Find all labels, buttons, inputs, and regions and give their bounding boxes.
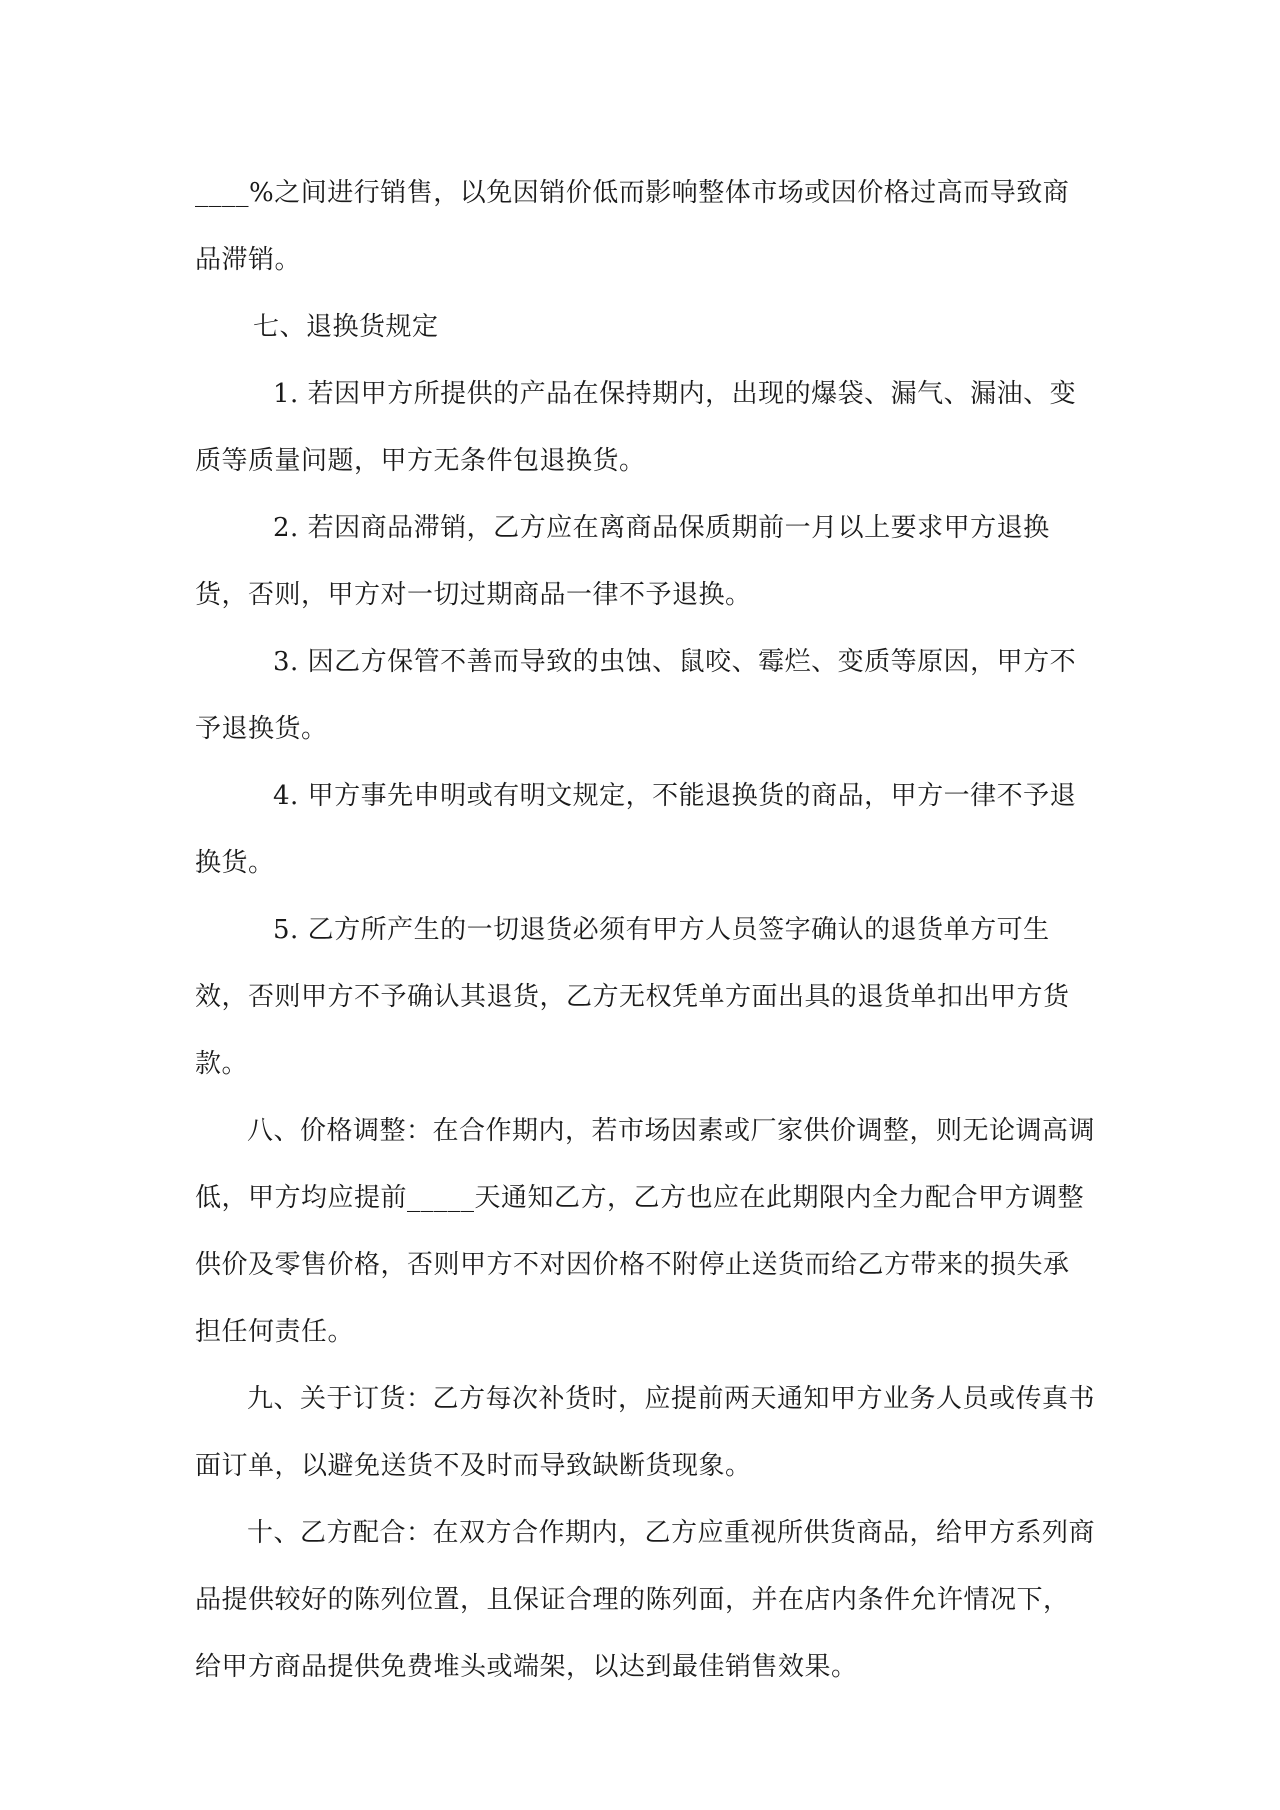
paragraph-price-range-continuation: ____%之间进行销售，以免因销价低而影响整体市场或因价格过高而导致商品滞销。 — [195, 178, 1070, 275]
clause-returns-4: 4. 甲方事先申明或有明文规定，不能退换货的商品，甲方一律不予退换货。 — [195, 781, 1077, 878]
clause-returns-5: 5. 乙方所产生的一切退货必须有甲方人员签字确认的退货单方可生效，否则甲方不予确认其退货，乙方无权凭单方面出具的退货单扣出甲方货款。 — [195, 915, 1070, 1079]
section-ordering: 九、关于订货：乙方每次补货时，应提前两天通知甲方业务人员或传真书面订单，以避免送货不及时而导致缺断货现象。 — [195, 1384, 1096, 1481]
clause-returns-1: 1. 若因甲方所提供的产品在保持期内，出现的爆袋、漏气、漏油、变质等质量问题，甲方无条件包退换货。 — [195, 379, 1077, 476]
section-heading-returns: 七、退换货规定 — [253, 312, 439, 342]
document-body — [195, 160, 1095, 1701]
clause-returns-2: 2. 若因商品滞销，乙方应在离商品保质期前一月以上要求甲方退换货，否则，甲方对一切过期商品一律不予退换。 — [195, 513, 1050, 610]
section-cooperation: 十、乙方配合：在双方合作期内，乙方应重视所供货商品，给甲方系列商品提供较好的陈列位置，且保证合理的陈列面，并在店内条件允许情况下，给甲方商品提供免费堆头或端架，以达到最佳销售效果。 — [195, 1518, 1096, 1682]
section-price-adjustment: 八、价格调整：在合作期内，若市场因素或厂家供价调整，则无论调高调低，甲方均应提前_____天通知乙方，乙方也应在此期限内全力配合甲方调整供价及零售价格，否则甲方不对因价格不附停止送货而给乙方带来的损失承担任何责任。 — [195, 1116, 1096, 1347]
clause-returns-3: 3. 因乙方保管不善而导致的虫蚀、鼠咬、霉烂、变质等原因，甲方不予退换货。 — [195, 647, 1077, 744]
